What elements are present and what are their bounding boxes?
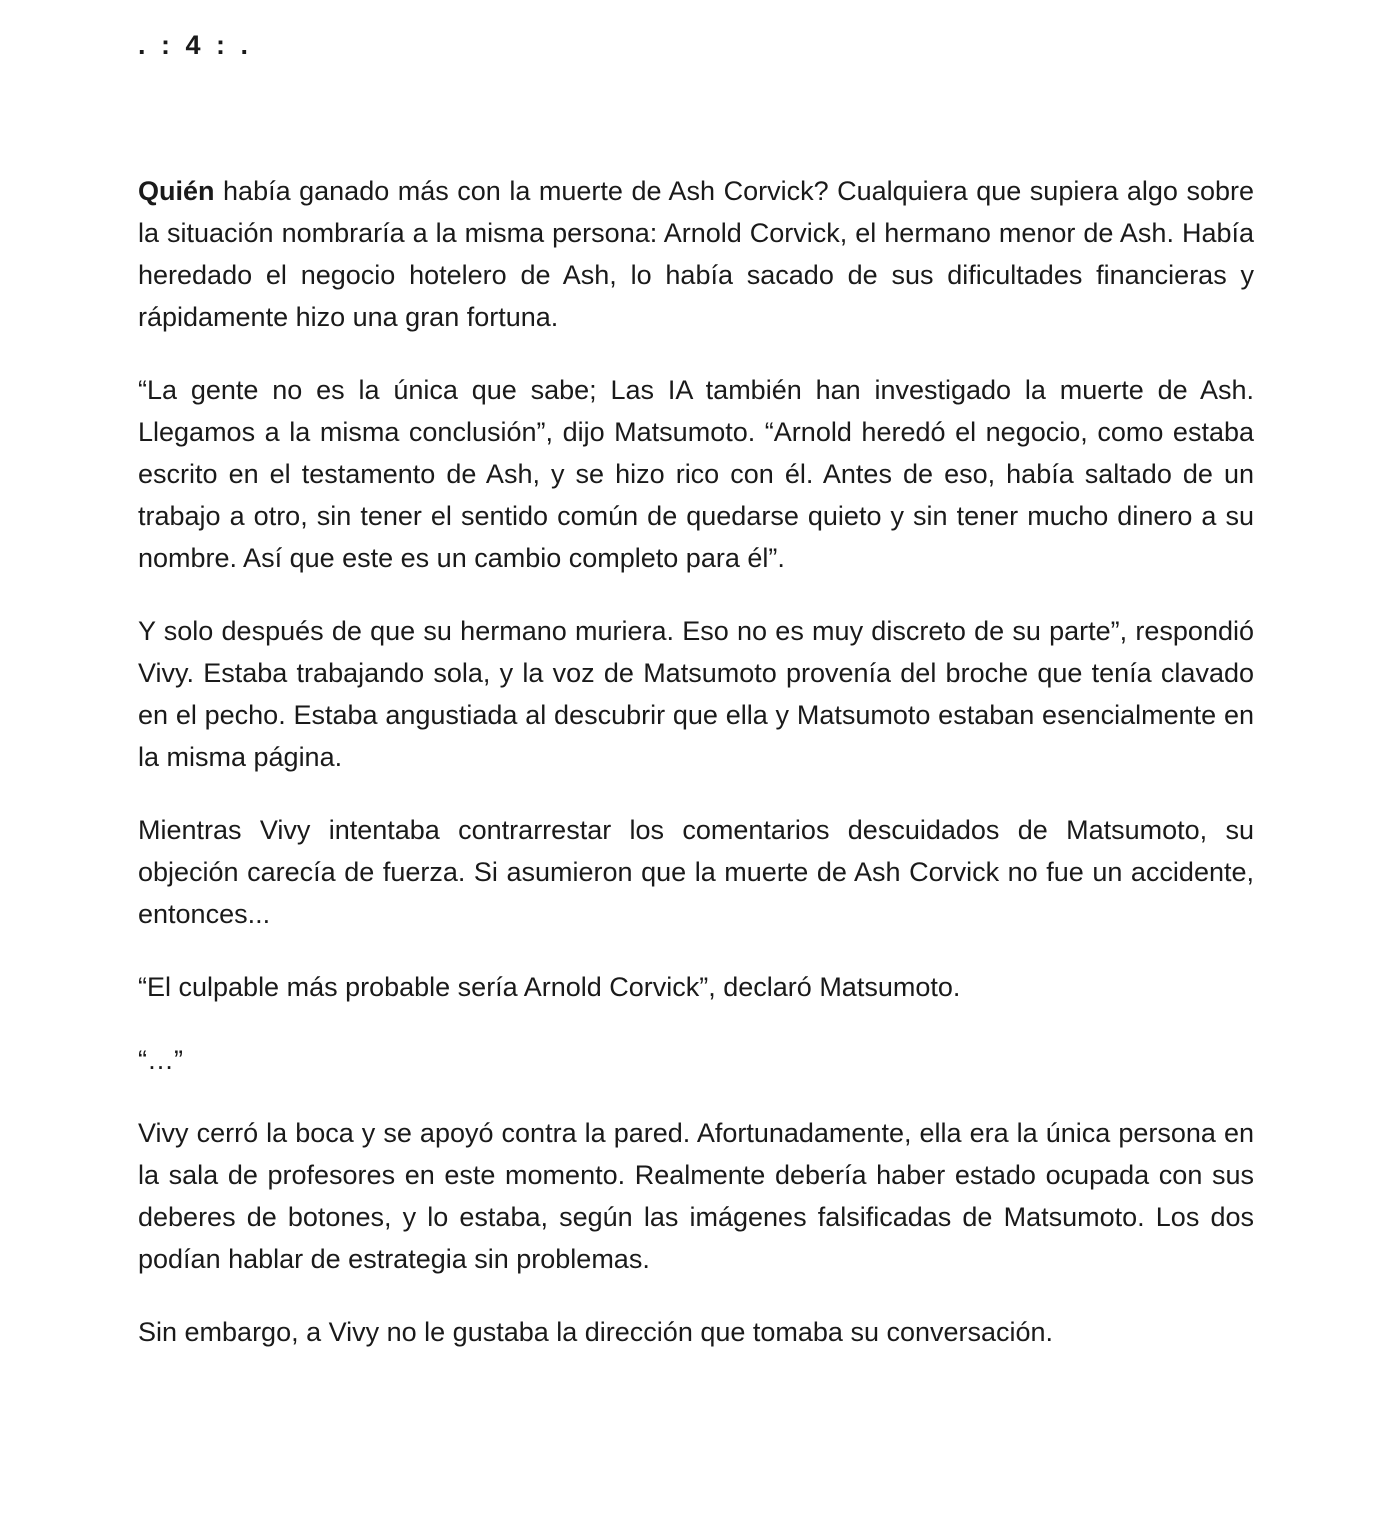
paragraph-3: Y solo después de que su hermano muriera. Eso no es muy discreto de su parte”, respondió Vivy. Estaba trabajando sola, y la voz de Matsumoto provenía del broche que tenía clavado en el pecho. Estaba angustiada al descubrir que ella y Matsumoto estaban esencialmente en la misma página. xyxy=(138,616,1254,772)
paragraph-5: “El culpable más probable sería Arnold Corvick”, declaró Matsumoto. xyxy=(138,972,961,1002)
paragraph-text: había ganado más con la muerte de Ash Corvick? Cualquiera que supiera algo sobre la situación nombraría a la misma persona: Arnold Corvick, el hermano menor de Ash. Había heredado el negocio hotelero de Ash, lo había sacado de sus dificultades financieras y rápidamente hizo una gran fortuna. xyxy=(138,176,1254,332)
paragraph-8: Sin embargo, a Vivy no le gustaba la dirección que tomaba su conversación. xyxy=(138,1317,1054,1347)
paragraph-lead-word: Quién xyxy=(138,176,215,206)
body-text xyxy=(138,170,1254,1384)
paragraph-6: “…” xyxy=(138,1045,183,1075)
paragraph-4: Mientras Vivy intentaba contrarrestar los comentarios descuidados de Matsumoto, su objeción carecía de fuerza. Si asumieron que la muerte de Ash Corvick no fue un accidente, entonces... xyxy=(138,815,1254,929)
paragraph-1 xyxy=(138,170,1254,338)
paragraph-7: Vivy cerró la boca y se apoyó contra la pared. Afortunadamente, ella era la única persona en la sala de profesores en este momento. Realmente debería haber estado ocupada con sus deberes de botones, y lo estaba, según las imágenes falsificadas de Matsumoto. Los dos podían hablar de estrategia sin problemas. xyxy=(138,1118,1254,1274)
paragraph-2: “La gente no es la única que sabe; Las IA también han investigado la muerte de Ash. Llegamos a la misma conclusión”, dijo Matsumoto. “Arnold heredó el negocio, como estaba escrito en el testamento de Ash, y se hizo rico con él. Antes de eso, había saltado de un trabajo a otro, sin tener el sentido común de quedarse quieto y sin tener mucho dinero a su nombre. Así que este es un cambio completo para él”. xyxy=(138,375,1254,573)
chapter-marker: . : 4 : . xyxy=(138,30,253,60)
